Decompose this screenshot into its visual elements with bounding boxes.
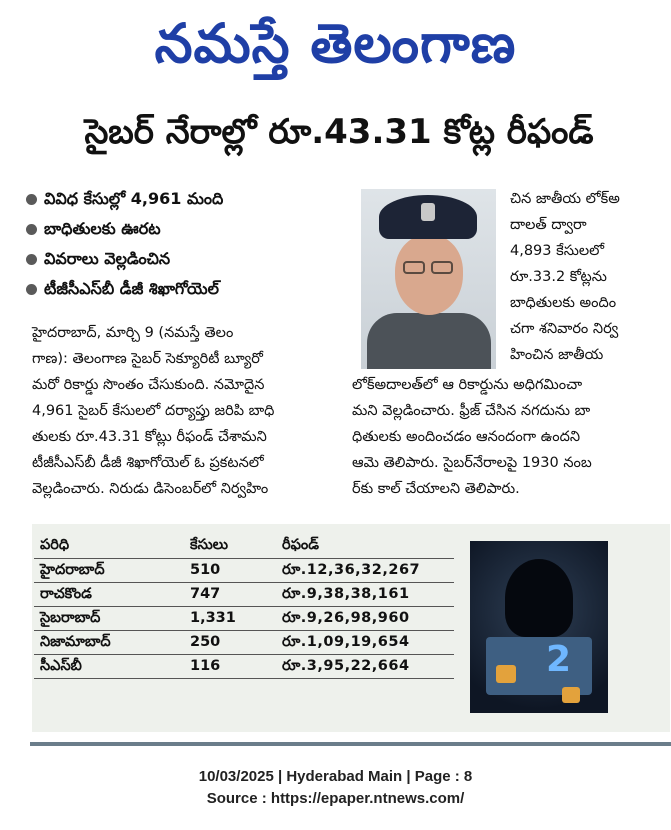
body-line: బాధితులకు అందిం — [510, 295, 617, 311]
highlight-line: టీజీసీఎస్‌బీ డీజీ శిఖాగోయెల్ — [24, 274, 344, 304]
table-row — [34, 558, 454, 582]
body-line: తులకు రూ.43.31 కోట్లు రీఫండ్ చేశామని — [32, 429, 267, 445]
padlock-icon — [496, 665, 516, 683]
table-cell: రూ.9,38,38,161 — [276, 582, 454, 606]
body-line: గాణ): తెలంగాణ సైబర్ సెక్యూరిటీ బ్యూరో — [32, 351, 263, 367]
glasses-right — [431, 261, 453, 274]
table-cell: 250 — [184, 630, 276, 654]
masthead-title: నమస్తే తెలంగాణ — [154, 11, 517, 75]
digit-graphic: 2 — [546, 639, 572, 680]
table-cell: 747 — [184, 582, 276, 606]
highlight-line: వివిధ కేసుల్లో 4,961 మంది — [24, 184, 344, 214]
article-highlights — [24, 184, 344, 304]
cyber-crime-illustration — [470, 541, 608, 713]
body-line: 4,893 కేసులలో — [510, 243, 605, 259]
body-line: ధితులకు అందించడం ఆనందంగా ఉందని — [352, 429, 581, 445]
body-line: చిన జాతీయ లోక్‌అ — [510, 191, 620, 207]
column-header: కేసులు — [184, 534, 276, 558]
face-shape — [395, 235, 463, 315]
article-body-left — [32, 320, 337, 502]
highlight-line: వివరాలు వెల్లడించిన — [24, 244, 344, 274]
table-row — [34, 630, 454, 654]
body-line: హించిన జాతీయ — [510, 347, 604, 363]
table-row — [34, 654, 454, 678]
body-line: చగా శనివారం నిర్వ — [510, 321, 619, 337]
highlight-line: బాధితులకు ఊరట — [24, 214, 344, 244]
body-line: మరో రికార్డు సొంతం చేసుకుంది. నమోదైన — [32, 377, 265, 393]
official-portrait-photo — [361, 189, 496, 369]
table-header-row — [34, 534, 454, 558]
table-cell: 116 — [184, 654, 276, 678]
article-headline: సైబర్ నేరాల్లో రూ.43.31 కోట్ల రీఫండ్ — [84, 112, 594, 152]
table-cell: రూ.12,36,32,267 — [276, 558, 454, 582]
table-cell: రూ.9,26,98,960 — [276, 606, 454, 630]
body-line: వెల్లడించారు. నిరుడు డిసెంబర్‌లో నిర్వహిం — [32, 481, 269, 497]
table-cell: 1,331 — [184, 606, 276, 630]
body-line: ర్‌కు కాల్ చేయాలని తెలిపారు. — [352, 481, 520, 497]
cap-badge-icon — [421, 203, 435, 221]
glasses-left — [403, 261, 425, 274]
hooded-figure-icon — [505, 559, 573, 637]
table-cell: రూ.1,09,19,654 — [276, 630, 454, 654]
refund-table — [34, 534, 454, 679]
column-header: పరిధి — [34, 534, 184, 558]
article-body-right-top — [510, 186, 660, 368]
uniform-shape — [367, 313, 491, 369]
table-cell: రాచకొండ — [34, 582, 184, 606]
table-cell: హైదరాబాద్ — [34, 558, 184, 582]
table-cell: నిజామాబాద్ — [34, 630, 184, 654]
padlock-icon — [562, 687, 580, 703]
article-body-right-bottom — [352, 372, 660, 502]
table-cell: సైబరాబాద్ — [34, 606, 184, 630]
table-cell: సీఎస్‌బీ — [34, 654, 184, 678]
table-row — [34, 582, 454, 606]
body-line: 4,961 సైబర్ కేసులలో దర్యాప్తు జరిపి బాధి — [32, 403, 275, 419]
source-link: Source : https://epaper.ntnews.com/ — [206, 790, 465, 807]
table-cell: 510 — [184, 558, 276, 582]
edition-info: 10/03/2025 | Hyderabad Main | Page : 8 — [198, 768, 473, 785]
body-line: లోక్‌అదాలత్‌లో ఆ రికార్డును అధిగమించా — [352, 377, 583, 393]
table-cell: రూ.3,95,22,664 — [276, 654, 454, 678]
table-row — [34, 606, 454, 630]
column-header: రీఫండ్ — [276, 534, 454, 558]
body-line: టీజీసీఎస్‌బీ డీజీ శిఖాగోయెల్ ఓ ప్రకటనలో — [32, 455, 264, 471]
divider — [30, 742, 671, 746]
body-line: మని వెల్లడించారు. ఫ్రీజ్ చేసిన నగదును బా — [352, 403, 591, 419]
body-line: రూ.33.2 కోట్లను — [510, 269, 607, 285]
body-line: హైదరాబాద్, మార్చి 9 (నమస్తే తెలం — [32, 325, 234, 341]
body-line: దాలత్ ద్వారా — [510, 217, 587, 233]
page-footer — [0, 766, 671, 810]
body-line: ఆమె తెలిపారు. సైబర్‌నేరాలపై 1930 నంబ — [352, 455, 592, 471]
